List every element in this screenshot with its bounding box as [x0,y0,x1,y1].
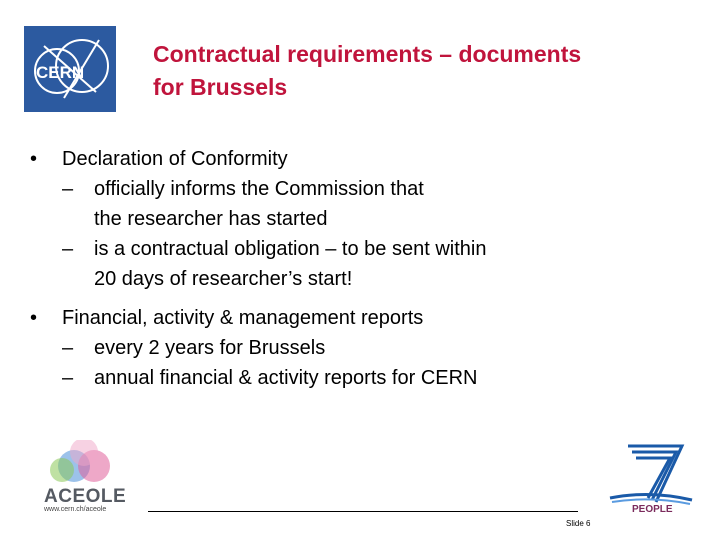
sub-bullet-line: the researcher has started [94,208,328,230]
sub-bullet-item [62,333,690,363]
slide-title [153,38,693,104]
dash-mark: – [62,337,74,359]
bullet-item [30,145,690,294]
sub-bullet-line: is a contractual obligation – to be sent within [94,238,487,260]
sub-bullet-line: every 2 years for Brussels [94,337,326,359]
sub-bullet-line: officially informs the Commission that [94,178,424,200]
sub-bullet-item [62,363,690,393]
dash-mark: – [62,367,74,389]
aceole-name: ACEOLE [44,486,127,507]
dash-mark: – [62,238,74,260]
sub-bullet-line: annual financial & activity reports for CERN [94,367,478,389]
cern-logo-text: CERN [36,63,85,82]
cern-logo [24,26,116,112]
fp7-people-label: PEOPLE [632,504,673,515]
slide-title-line1: Contractual requirements – documents [153,41,582,67]
sub-bullet-item [62,174,690,234]
slide-number: Slide 6 [566,519,591,528]
bullet-item [30,304,690,393]
sub-bullet-item [62,234,690,294]
footer-divider [148,511,578,512]
bullet-text: Declaration of Conformity [62,148,288,170]
slide-title-line2: for Brussels [153,74,288,100]
bullet-mark: • [30,307,38,329]
bullet-list [30,145,690,393]
bullet-mark: • [30,148,38,170]
sub-bullet-line: 20 days of researcher’s start! [94,268,353,290]
aceole-url: www.cern.ch/aceole [44,506,107,513]
bullet-text: Financial, activity & management reports [62,307,424,329]
dash-mark: – [62,178,74,200]
